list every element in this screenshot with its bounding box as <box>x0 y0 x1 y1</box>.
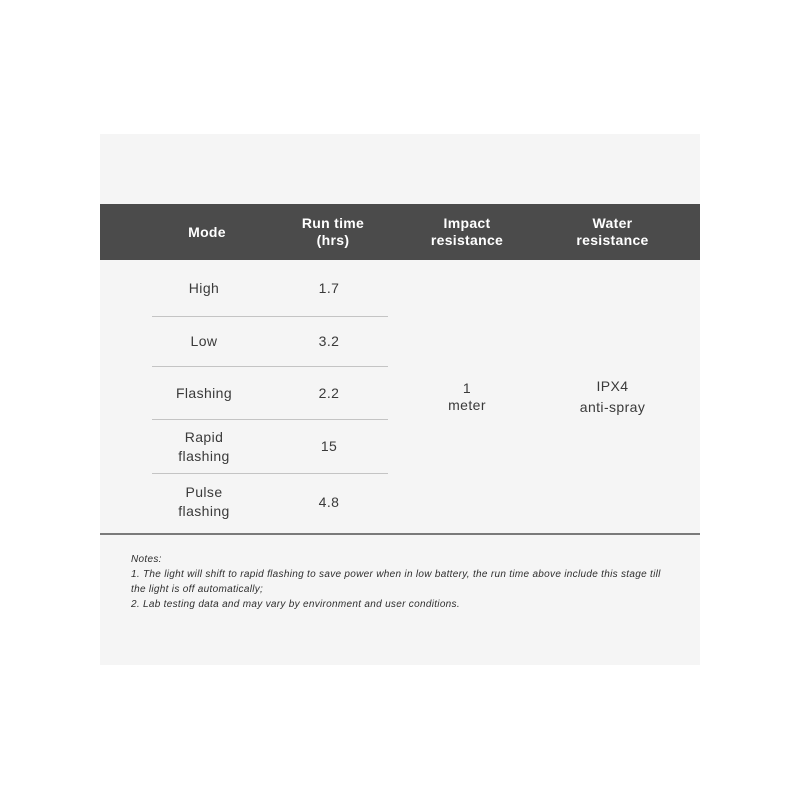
header-mode: Mode <box>188 223 226 240</box>
table-row-mode: Rapid flashing <box>178 428 230 464</box>
header-run-time: Run time (hrs) <box>301 215 365 248</box>
table-row-mode: Flashing <box>175 384 233 401</box>
table-row-run-time: 2.2 <box>318 384 340 401</box>
table-row-mode: Low <box>190 333 218 349</box>
table-row-run-time: 1.7 <box>318 279 340 296</box>
table-bottom-border <box>100 533 700 535</box>
water-resistance-value: IPX4 anti-spray <box>579 377 646 415</box>
header-impact-resistance: Impact resistance <box>430 215 504 248</box>
table-row-mode: Pulse flashing <box>178 484 230 519</box>
table-row-mode: High <box>188 279 220 296</box>
table-row-run-time: 4.8 <box>318 493 340 510</box>
spec-panel <box>100 134 700 665</box>
notes-line-2: 2. Lab testing data and may vary by environment and user conditions. <box>131 599 460 610</box>
notes-line-1: 1. The light will shift to rapid flashing to save power when in low battery, the run time above include this stage till the light is off automatically; <box>131 569 661 595</box>
impact-resistance-value: 1 meter <box>448 379 486 413</box>
table-row-run-time: 15 <box>320 438 338 454</box>
header-water-resistance: Water resistance <box>576 215 649 248</box>
table-header <box>100 204 700 260</box>
notes-title: Notes: <box>131 554 162 565</box>
table-row-run-time: 3.2 <box>318 333 340 349</box>
notes-section <box>131 552 676 612</box>
